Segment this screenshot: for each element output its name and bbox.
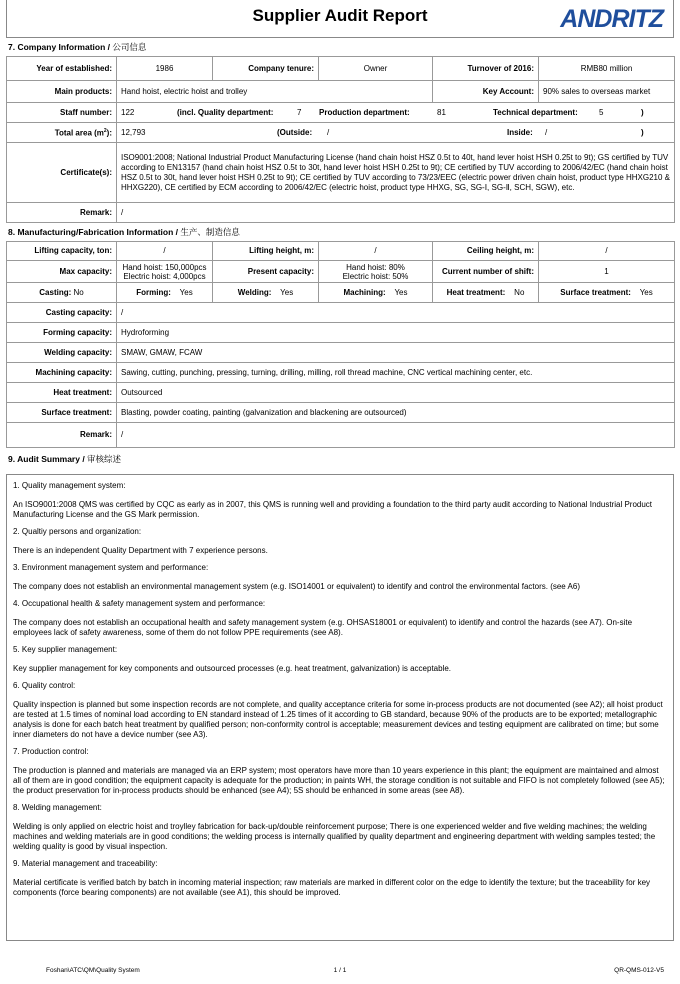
production-dept-value: 81 bbox=[437, 107, 446, 117]
summary-item bbox=[13, 599, 667, 638]
surface-treatment-label: Surface treatment: bbox=[7, 403, 117, 423]
manufacturing-remark-label: Remark: bbox=[7, 423, 117, 448]
staff-row bbox=[117, 103, 675, 123]
casting-capacity-value: / bbox=[117, 303, 675, 323]
summary-item-body: The company does not establish an environmental management system (e.g. ISO14001 or equivalent) to identify and control the environmental factors. (see A6) bbox=[13, 582, 580, 591]
casting-cell: Casting: No bbox=[7, 283, 117, 303]
lifting-capacity-value: / bbox=[117, 242, 213, 261]
tenure-value: Owner bbox=[319, 57, 433, 81]
inside-value: / bbox=[545, 127, 548, 137]
summary-item-body: Quality inspection is planned but some inspection records are not complete, and quality acceptance criteria for some in-process products are not documented (see A2); all hoist product are tested at 1.5 times of nominal load according to EN standard instead of 1.25 times of it according to GB standard, because 90% of the products are to be exported; metallographic analysis is done for each batch heat treatment by qualified person; non-conformity control is acceptable; measurement devices and testing equipment are calibrated on time; but some inner diameters do not have a device number (see A3). bbox=[13, 700, 663, 739]
key-account-value: 90% sales to overseas market bbox=[539, 81, 675, 103]
manufacturing-table bbox=[6, 241, 675, 448]
lifting-capacity-label: Lifting capacity, ton: bbox=[7, 242, 117, 261]
summary-item bbox=[13, 681, 667, 740]
staff-close-paren: ) bbox=[641, 107, 644, 117]
summary-item-body: Material certificate is verified batch by batch in incoming material inspection; raw materials are marked in different color on the edge to identify the texture; but the traceability for key components (force bearing components) are not available (see A1), this should be improved. bbox=[13, 878, 651, 897]
shift-label: Current number of shift: bbox=[433, 261, 539, 283]
lifting-height-value: / bbox=[319, 242, 433, 261]
key-account-label: Key Account: bbox=[433, 81, 539, 103]
turnover-label: Turnover of 2016: bbox=[433, 57, 539, 81]
audit-summary-box bbox=[6, 474, 674, 941]
present-capacity-value: Hand hoist: 80% Electric hoist: 50% bbox=[319, 261, 433, 283]
summary-item bbox=[13, 747, 667, 796]
footer-path: Foshan\ATC\QM\Quality System bbox=[46, 967, 140, 974]
summary-item bbox=[13, 527, 667, 556]
manufacturing-remark-value: / bbox=[117, 423, 675, 448]
company-remark-value: / bbox=[117, 203, 675, 223]
year-value: 1986 bbox=[117, 57, 213, 81]
company-section-title: 7. Company Information / 公司信息 bbox=[8, 42, 147, 52]
inside-label: Inside: bbox=[507, 127, 533, 137]
ceiling-height-value: / bbox=[539, 242, 675, 261]
outside-label: (Outside: bbox=[277, 127, 313, 137]
summary-item-heading: 6. Quality control: bbox=[13, 681, 76, 690]
summary-item-body: The company does not establish an occupational health and safety management system (e.g. OHSAS18001 or equivalent) to identify and control the hazards (see A7). On-site employees lack of safety awareness, some of them do not follow PPE requirements (see A8). bbox=[13, 618, 633, 637]
tenure-label: Company tenure: bbox=[213, 57, 319, 81]
lifting-height-label: Lifting height, m: bbox=[213, 242, 319, 261]
summary-item-body: The production is planned and materials are managed via an ERP system; most operators have more than 10 years experience in this plant; the equipment are maintained and almost all of them are in good condition; the equipment capacity is adequate for the production; in paints WH, the storage condition is not suitable and FIFO is not completely followed (see A5); the product preservation for in-process products should be enhanced (see A4); 5S should be enhanced in some areas (see A8). bbox=[13, 766, 665, 795]
quality-dept-label: (incl. Quality department: bbox=[177, 107, 274, 117]
technical-dept-value: 5 bbox=[599, 107, 604, 117]
year-label: Year of established: bbox=[7, 57, 117, 81]
production-dept-label: Production department: bbox=[319, 107, 410, 117]
footer-form-code: QR-QMS-012-V5 bbox=[614, 967, 664, 974]
company-remark-label: Remark: bbox=[7, 203, 117, 223]
area-label: Total area $(m^2)$: bbox=[7, 123, 117, 143]
forming-capacity-label: Forming capacity: bbox=[7, 323, 117, 343]
summary-item-body: There is an independent Quality Department with 7 experience persons. bbox=[13, 546, 268, 555]
summary-section-title: 9. Audit Summary / 审核综述 bbox=[8, 454, 122, 464]
summary-item-heading: 3. Environment management system and performance: bbox=[13, 563, 209, 572]
summary-item-heading: 8. Welding management: bbox=[13, 803, 102, 812]
welding-capacity-value: SMAW, GMAW, FCAW bbox=[117, 343, 675, 363]
quality-dept-value: 7 bbox=[297, 107, 302, 117]
summary-item-body: An ISO9001:2008 QMS was certified by CQC as early as in 2007, this QMS is running well and providing a foundation to the third party audit according to National Industrial Product Manufacturing License and the GS Mark permission. bbox=[13, 500, 653, 519]
summary-item bbox=[13, 859, 667, 898]
manufacturing-section-title: 8. Manufacturing/Fabrication Information / 生产、制造信息 bbox=[8, 227, 240, 237]
summary-item-heading: 2. Qualtiy persons and organization: bbox=[13, 527, 142, 536]
andritz-logo: ANDRITZ bbox=[560, 5, 663, 33]
heat-treatment-value: Outsourced bbox=[117, 383, 675, 403]
max-capacity-label: Max capacity: bbox=[7, 261, 117, 283]
staff-label: Staff number: bbox=[7, 103, 117, 123]
summary-list bbox=[13, 481, 667, 898]
machining-capacity-label: Machining capacity: bbox=[7, 363, 117, 383]
summary-item-body: Key supplier management for key components and outsourced processes (e.g. heat treatment, galvanization) is acceptable. bbox=[13, 664, 452, 673]
forming-capacity-value: Hydroforming bbox=[117, 323, 675, 343]
summary-item-heading: 7. Production control: bbox=[13, 747, 89, 756]
outside-value: / bbox=[327, 127, 330, 137]
summary-item bbox=[13, 645, 667, 674]
summary-item-heading: 9. Material management and traceability: bbox=[13, 859, 158, 868]
casting-capacity-label: Casting capacity: bbox=[7, 303, 117, 323]
welding-cell: Welding: Yes bbox=[213, 283, 319, 303]
area-close-paren: ) bbox=[641, 127, 644, 137]
footer-page-number: 1 / 1 bbox=[333, 967, 347, 974]
products-label: Main products: bbox=[7, 81, 117, 103]
summary-item bbox=[13, 803, 667, 852]
heat-cell: Heat treatment: No bbox=[433, 283, 539, 303]
forming-cell: Forming: Yes bbox=[117, 283, 213, 303]
summary-item-body: Welding is only applied on electric hoist and troylley fabrication for back-up/double reinforcement purpose; There is one experienced welder and five welding machines; the welding machines and welding materials are in good conditions; the welding process is internally qualified by quality department and engineering department with welding samples tested; the welding quality is good by visual inspection. bbox=[13, 822, 656, 851]
max-capacity-value: Hand hoist: 150,000pcs Electric hoist: 4,000pcs bbox=[117, 261, 213, 283]
machining-capacity-value: Sawing, cutting, punching, pressing, turning, drilling, milling, roll thread machine, CNC vertical machining center, etc. bbox=[117, 363, 675, 383]
staff-value: 122 bbox=[121, 107, 135, 117]
report-page bbox=[6, 0, 674, 941]
surface-treatment-value: Blasting, powder coating, painting (galvanization and blackening are outsourced) bbox=[117, 403, 675, 423]
cert-value: ISO9001:2008; National Industrial Product Manufacturing License (hand chain hoist HSZ 0.5t to 40t, hand lever hoist HSH 0.25t to 9t); GS certified by TUV according to EN13157 (hand chain hoist HSZ 0.5t to 30t, hand lever hoist HSH 0.25t to 9t); CE certified by TUV according to 2006/42/EC (hand chain hoist HSZ 0.5t to 30t, hand lever hoist HSH 0.25t to 9t); CE certified by TUV according to 73/23/EEC (electric power driven chain hoist, product type HHXG210 & HHXG220), CE certified by ECM according to 2006/42/EC (electric hoist, product type HHXG, SG, SG-Ⅰ, SG-Ⅱ, SCH, SGW), etc. bbox=[117, 143, 675, 203]
products-value: Hand hoist, electric hoist and trolley bbox=[117, 81, 433, 103]
summary-item bbox=[13, 481, 667, 520]
shift-value: 1 bbox=[539, 261, 675, 283]
summary-item-heading: 4. Occupational health & safety management system and performance: bbox=[13, 599, 266, 608]
surface-cell: Surface treatment: Yes bbox=[539, 283, 675, 303]
ceiling-height-label: Ceiling height, m: bbox=[433, 242, 539, 261]
area-row bbox=[117, 123, 675, 143]
heat-treatment-label: Heat treatment: bbox=[7, 383, 117, 403]
company-table bbox=[6, 56, 675, 223]
technical-dept-label: Technical department: bbox=[493, 107, 578, 117]
summary-item bbox=[13, 563, 667, 592]
report-title: Supplier Audit Report bbox=[252, 6, 428, 25]
turnover-value: RMB80 million bbox=[539, 57, 675, 81]
welding-capacity-label: Welding capacity: bbox=[7, 343, 117, 363]
area-value: 12,793 bbox=[121, 127, 146, 137]
report-header bbox=[6, 0, 674, 38]
cert-label: Certificate(s): bbox=[7, 143, 117, 203]
summary-item-heading: 1. Quality management system: bbox=[13, 481, 126, 490]
present-capacity-label: Present capacity: bbox=[213, 261, 319, 283]
summary-item-heading: 5. Key supplier management: bbox=[13, 645, 118, 654]
machining-cell: Machining: Yes bbox=[319, 283, 433, 303]
